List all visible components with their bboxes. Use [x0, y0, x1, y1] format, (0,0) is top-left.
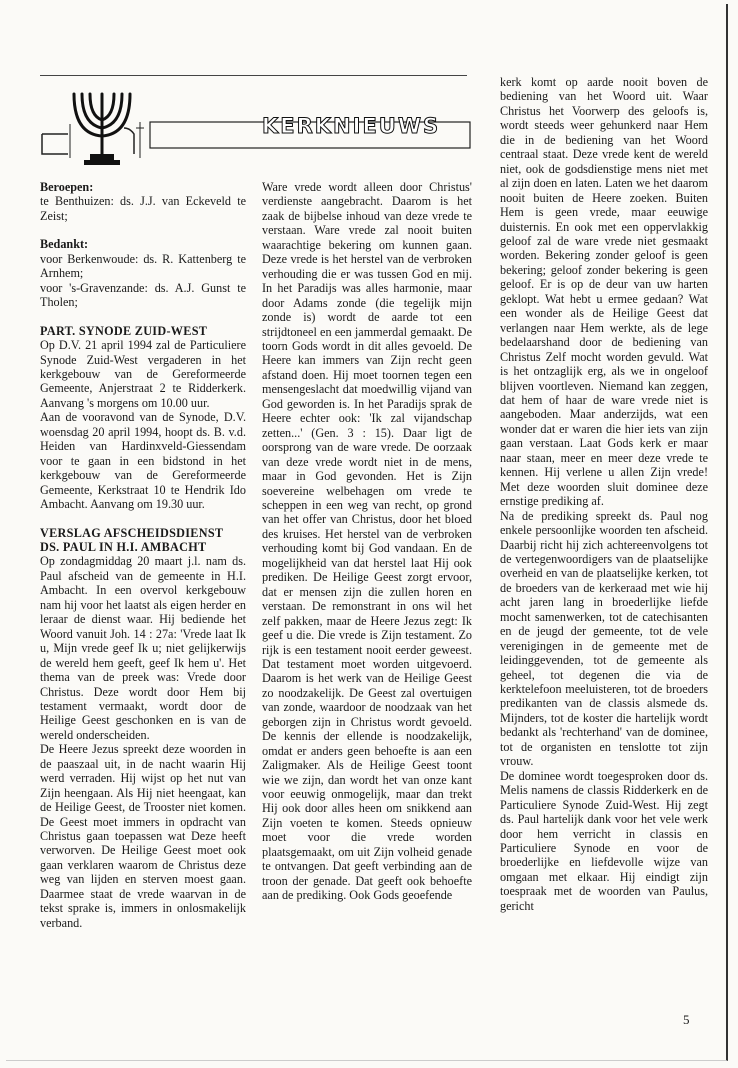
verslag-paragraph-2: De Heere Jezus spreekt deze woorden in de paaszaal uit, in de nacht waarin Hij werd verraden. Hij wijst op het nut van Zijn heengaan. Als Hij niet heengaat, kan de Heilige Geest, de Trooster niet komen. De Geest moet immers in opdracht van Christus gaan toepassen wat Deze heeft verworven. De Heilige Geest moet ook gaan verklaren waarom de Christus deze weg van lijden en sterven moest gaan. Daarmee staat de vrede waarvan in de tekst sprake is, immers in onlosmakelijk verband.	[40, 742, 246, 930]
verslag-paragraph-1: Op zondagmiddag 20 maart j.l. nam ds. Paul afscheid van de gemeente in H.I. Ambacht. In een overvol kerkgebouw nam hij voor het laatst als eigen herder en leraar de dienst waar. Hij bediende het Woord vanuit Joh. 14 : 27a: 'Vrede laat Ik u, Mijn vrede geef Ik u; niet gelijkerwijs de wereld hem geeft, geef Ik hem u'. Het thema van de preek was: Vrede door Christus. Deze wordt door Hem bij testament vermaakt, wordt door de Heilige Geest geschonken en is van de wereld onderscheiden.	[40, 554, 246, 742]
column-1	[40, 180, 246, 930]
beroepen-heading: Beroepen:	[40, 180, 94, 194]
column-3-paragraph-3: De dominee wordt toegesproken door ds. Melis namens de classis Ridderkerk en de Particuliere Synode Zuid-West. Hij zegt ds. Paul hartelijk dank voor het vele werk door hem verricht in classis en Particuliere Synode en voor de broederlijke en liefdevolle wijze van omgaan met elkaar. Hij eindigt zijn toespraak met de woorden van Paulus, gericht	[500, 768, 708, 913]
verslag-heading-2: DS. PAUL IN H.I. AMBACHT	[40, 539, 207, 554]
page-number: 5	[683, 1012, 690, 1027]
column-3-paragraph-1: kerk komt op aarde nooit boven de bediening van het Woord uit. Waar Christus het Voorwerp des geloofs is, wordt steeds weer gehunkerd naar Hem die in de bediening van het Woord centraal staat. Deze vrede kent de wereld niet, ook de godsdienstige mens niet met al zijn doen en laten. Laten we het daarom nooit buiten de Heere zoeken. Buiten Hem is geen vrede, maar eeuwige duisternis. En ook met een oppervlakkig geloof zal de ware vrede niet gesmaakt worden. Bekering zonder geloof is geen bekering; geloof zonder bekering is geen geloof. Er is op de deur van uw harten geklopt. Wat hebt u ermee gedaan? Wat een wonder als de Heilige Geest dat verlangen naar Hem werkte, als de lege bedelaarshand door de bediening van Christus Zelf mocht worden gevuld. Wat is het ontzaglijk erg, als we in ongeloof blijven voortleven. Niemand kan zeggen, dat hem of haar de ware vrede niet is aangeboden. Maar anderzijds, wat een wonder dat er waren die hier iets van zijn gaan verstaan. Laat Gods kerk er maar naar staan, meer en meer deze vrede te kennen. Hij verlene u allen Zijn vrede! Met deze woorden sluit dominee deze ernstige prediking af.	[500, 75, 708, 509]
column-2	[262, 180, 472, 903]
verslag-heading-1: VERSLAG AFSCHEIDSDIENST	[40, 525, 224, 540]
synode-paragraph-1: Op D.V. 21 april 1994 zal de Particuliere Synode Zuid-West vergaderen in het kerkgebouw van de Gereformeerde Gemeente, Anjerstraat 2 te Ridderkerk. Aanvang 's morgens om 10.00 uur.	[40, 338, 246, 410]
section-title: KERKNIEUWS	[262, 114, 441, 138]
column-2-text: Ware vrede wordt alleen door Christus' verdienste aangebracht. Daarom is het zaak de bijbelse inhoud van deze vrede te verstaan. Ware vrede zal nooit buiten waarachtige bekering om kunnen gaan. Deze vrede is het herstel van de verbroken verhouding die er was tussen God en mij. In het Paradijs was alles harmonie, maar door Adams zonde (die tegelijk mijn zonde is) wordt de aarde tot een strijdtoneel en een jammerdal gemaakt. De toorn Gods wordt in dit alles gevoeld. De Heere kan immers van Zijn recht geen afstand doen. Hij moet toornen tegen een mensengeslacht dat moedwillig vijand van God geworden is. In het Paradijs sprak de Heere echter ook: 'Ik zal vijandschap zetten...' (Gen. 3 : 15). Daar ligt de oorsprong van de ware vrede. De oorzaak van deze vrede wordt niet in de mens, maar in God gevonden. Het is Zijn soevereine welbehagen om vrede te scheppen in een weg van recht, op grond van het offer van Christus, door het bloed des kruises. Het herstel van de verbroken verhouding komt bij God vandaan. En de mogelijkheid van dat herstel laat Hij ook prediken. De Heilige Geest zorgt ervoor, dat er mensen zijn die zullen horen en verstaan. De remonstrant in ons wil het zelf pakken, maar de Heere Jezus zegt: Ik geef u die. Die vrede is Zijn testament. Zo rijk is een testament nooit eerder geweest. Dat testament moet worden uitgevoerd. Daarom is het werk van de Heilige Geest zo noodzakelijk. De Geest zal overtuigen van zonde, waardoor de noodzaak van het geborgen zijn in Christus wordt gevoeld. De kennis der ellende is noodzakelijk, omdat er anders geen behoefte is aan een Zaligmaker. Als de Heilige Geest toont wie we zijn, dan wordt het van onze kant voor eeuwig onmogelijk, maar dan trekt Hij ook door alles heen om snikkend aan Zijn voeten te komen. Steeds opnieuw moet voor die vrede worden plaatsgemaakt, om uit Zijn volheid genade te ontvangen. Dat geeft verbinding aan de troon der genade. Dat geeft ook behoefte aan de prediking. Ook Gods geoefende	[262, 180, 472, 903]
top-rule	[40, 75, 467, 76]
synode-paragraph-2: Aan de vooravond van de Synode, D.V. woensdag 20 april 1994, hoopt ds. B. v.d. Heiden van Hardinxveld-Giessendam voor te gaan in een bidstond in het kerkgebouw van de Gereformeerde Gemeente, Kerkstraat 10 te Hendrik Ido Ambacht. Aanvang om 19.30 uur.	[40, 410, 246, 512]
column-3-paragraph-2: Na de prediking spreekt ds. Paul nog enkele persoonlijke woorden ten afscheid. Daarbij richt hij zich achtereenvolgens tot de vertegenwoordigers van de plaatselijke overheid en van de plaatselijke kerken, tot de broeders van de kerkeraad met wie hij acht jaren lang in broederlijke liefde mocht samenwerken, tot de catechisanten en de jeugd der gemeente, tot de vele verenigingen in de gemeente met de leidinggevenden, tot de gemeente als geheel, tot degenen die via de kerktelefoon meeluisteren, tot de broeders predikanten van de classis alsmede ds. Mijnders, tot de koster die hartelijk wordt bedankt als 'rechterhand' van de dominee, tot de organisten en tenslotte tot zijn vrouw.	[500, 508, 708, 769]
bedankt-line-1: voor Berkenwoude: ds. R. Kattenberg te Arnhem;	[40, 251, 246, 281]
synode-heading: PART. SYNODE ZUID-WEST	[40, 323, 208, 338]
section-banner	[40, 84, 472, 174]
bedankt-line-2: voor 's-Gravenzande: ds. A.J. Gunst te Tholen;	[40, 280, 246, 310]
column-3	[500, 75, 708, 913]
beroepen-text: te Benthuizen: ds. J.J. van Eckeveld te Zeist;	[40, 194, 246, 223]
bedankt-heading: Bedankt:	[40, 237, 89, 252]
